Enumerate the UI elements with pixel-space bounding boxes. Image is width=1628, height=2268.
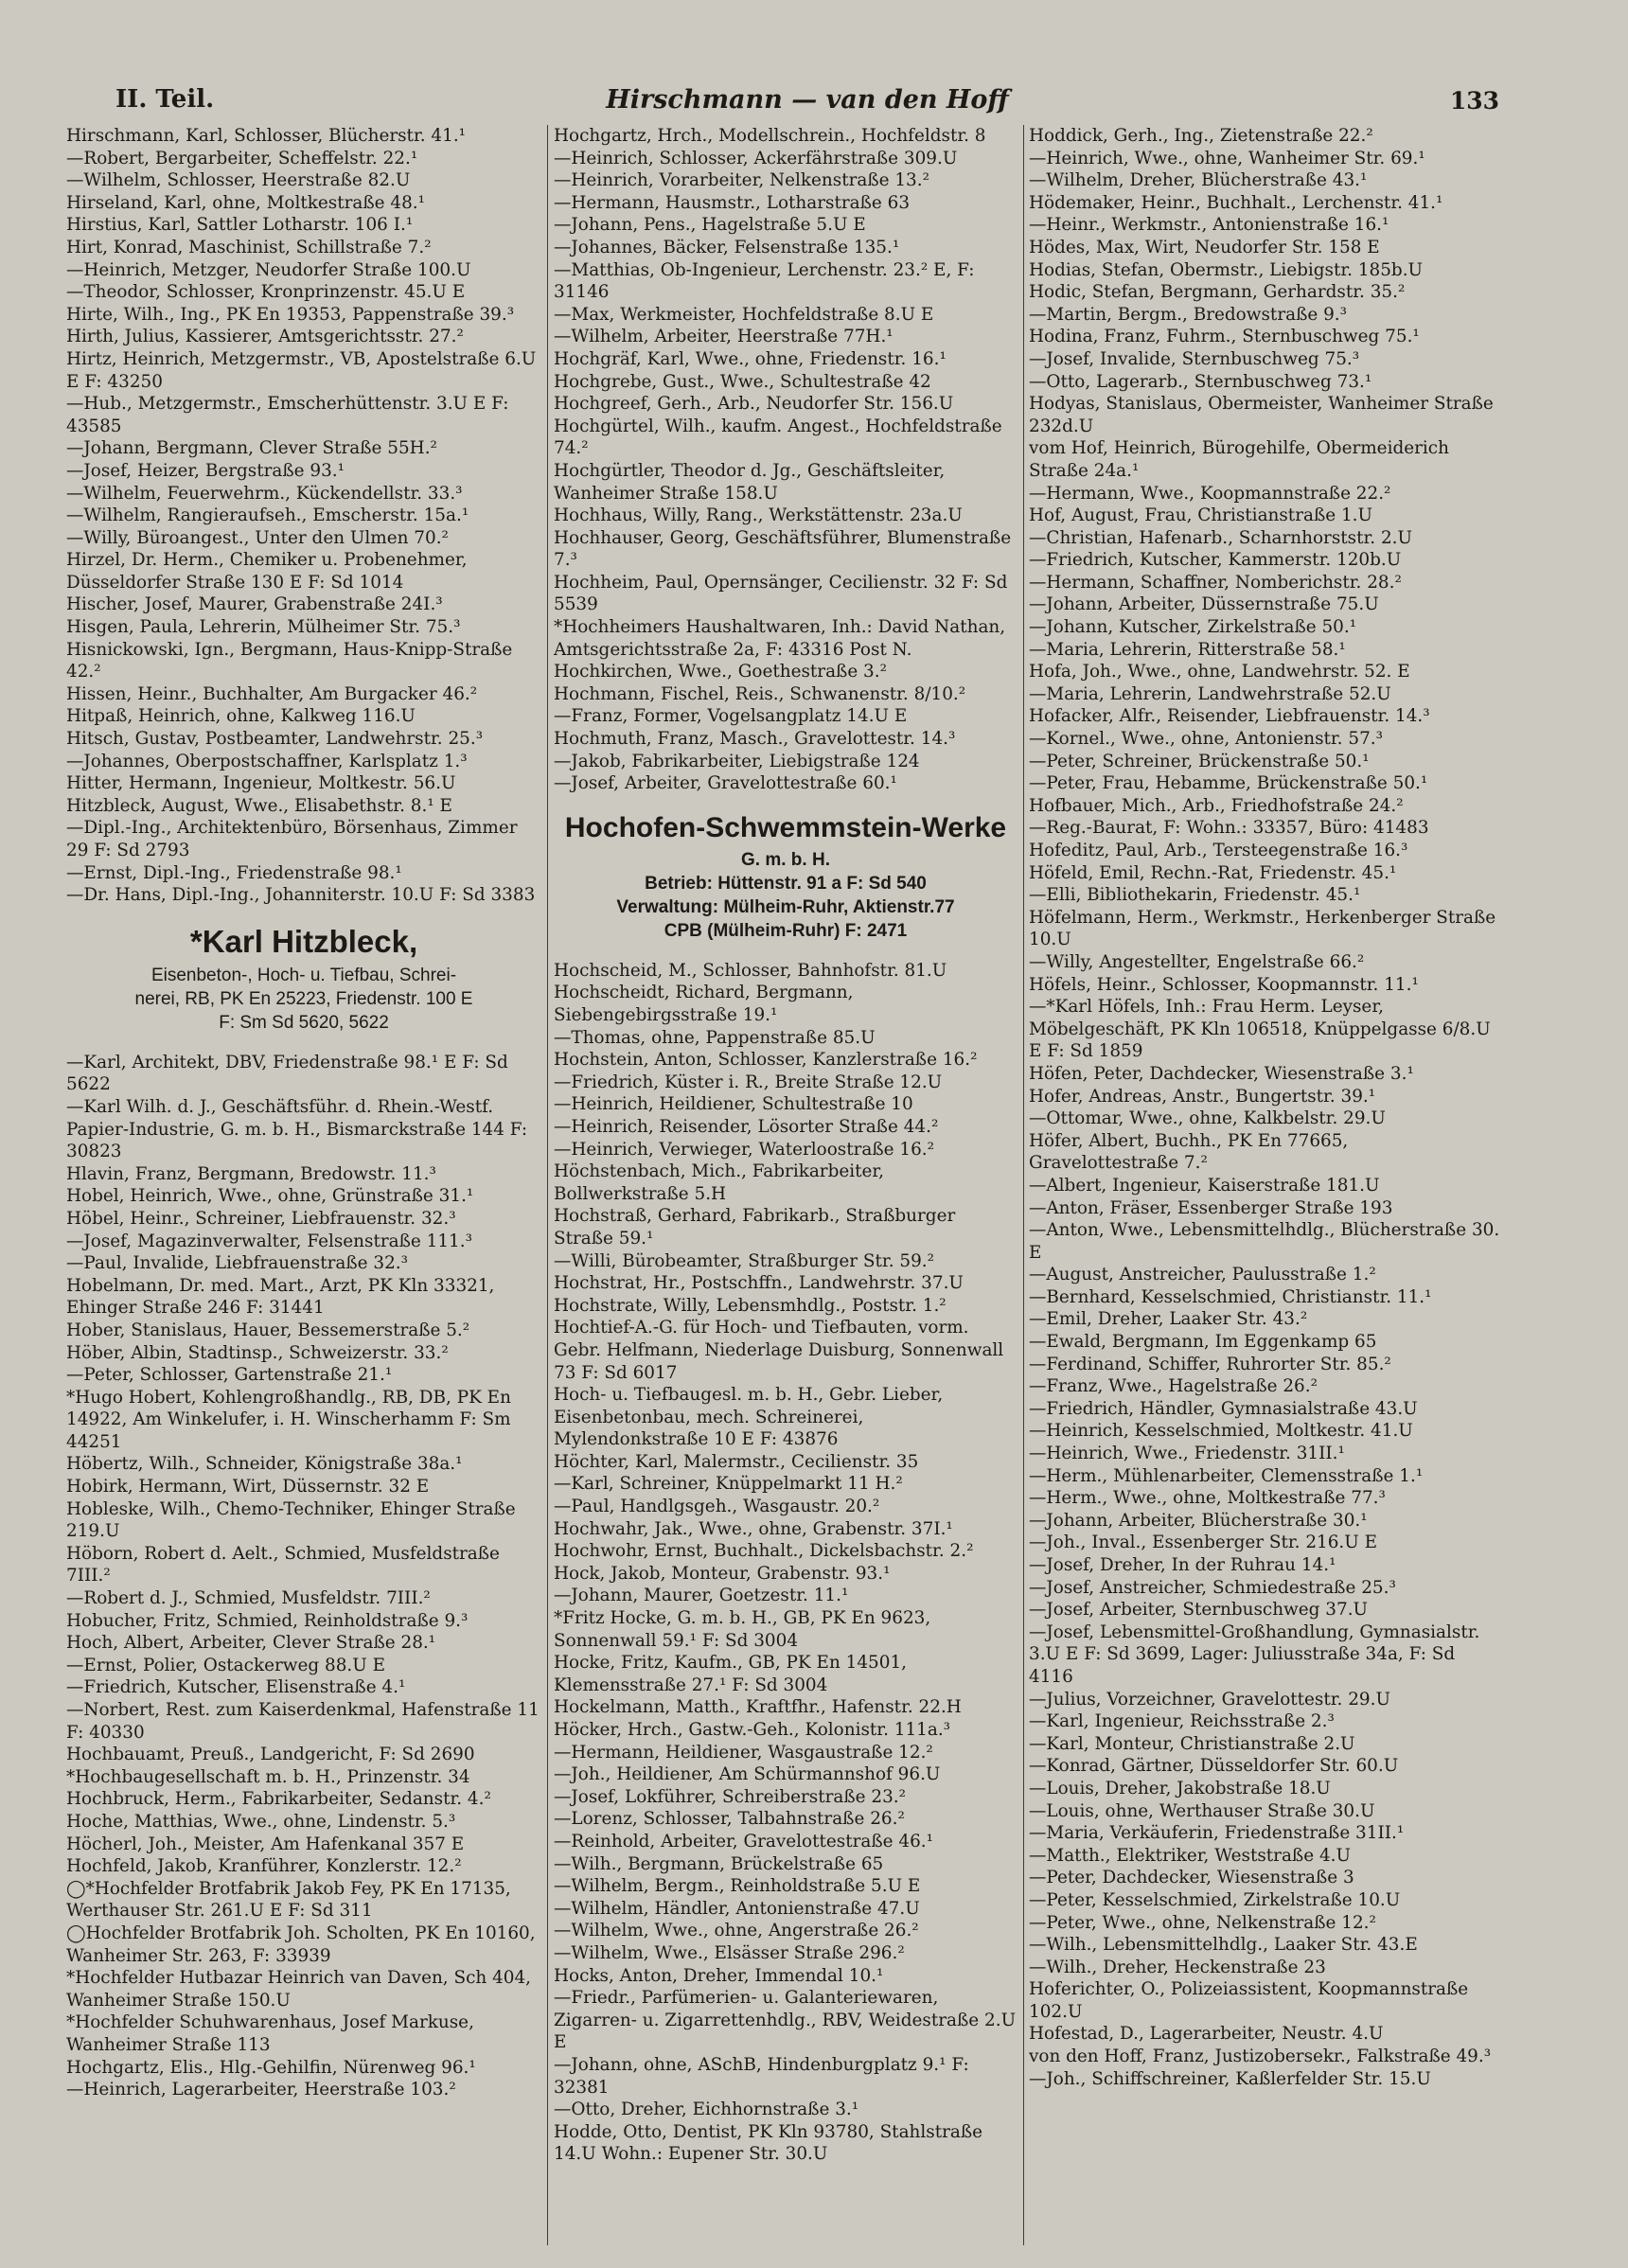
- directory-entry: Hober, Stanislaus, Hauer, Bessemerstraße 5.²: [66, 1320, 470, 1340]
- advertisement-hitzbleck: [66, 924, 541, 1035]
- directory-entry: Hirt, Konrad, Maschinist, Schillstraße 7.²: [66, 237, 432, 257]
- directory-entry: Hochheim, Paul, Opernsänger, Cecilienstr. 32 F: Sd 5539: [554, 572, 1008, 615]
- directory-entry: Hirte, Wilh., Ing., PK En 19353, Pappenstraße 39.³: [66, 304, 515, 325]
- directory-entry: Hofestad, D., Lagerarbeiter, Neustr. 4.U: [1029, 2024, 1384, 2045]
- column-right: [1029, 125, 1502, 2245]
- directory-entry: —Willy, Büroangest., Unter den Ulmen 70.²: [66, 527, 449, 548]
- directory-entry: *Hochfelder Hutbazar Heinrich van Daven, Sch 404, Wanheimer Straße 150.U: [66, 1968, 532, 2011]
- directory-entry: —Wilh., Dreher, Heckenstraße 23: [1029, 1957, 1326, 1977]
- directory-entry: Höfer, Albert, Buchh., PK En 77665, Gravelottestraße 7.²: [1029, 1130, 1349, 1174]
- directory-entry: Hochfeld, Jakob, Kranführer, Konzlerstr. 12.²: [66, 1856, 462, 1877]
- directory-entry: —Wilhelm, Dreher, Blücherstraße 43.¹: [1029, 170, 1368, 191]
- ad-line: CPB (Mülheim-Ruhr) F: 2471: [664, 920, 908, 941]
- directory-entry: Hochgreef, Gerh., Arb., Neudorfer Str. 156.U: [554, 394, 954, 415]
- directory-entry: Hochgürtel, Wilh., kaufm. Angest., Hochfeldstraße 74.²: [554, 416, 1002, 459]
- column-divider: [547, 125, 548, 2245]
- directory-entry: Hofeditz, Paul, Arb., Tersteegenstraße 16.³: [1029, 841, 1408, 860]
- directory-entry: Hochstrate, Willy, Lebensmhdlg., Poststr. 1.²: [554, 1295, 947, 1316]
- directory-entry: —Wilhelm, Arbeiter, Heerstraße 77H.¹: [554, 327, 894, 347]
- directory-entry: Hochwohr, Ernst, Buchhalt., Dickelsbachstr. 2.²: [554, 1541, 974, 1562]
- directory-entry: —Herm., Wwe., ohne, Moltkestraße 77.³: [1029, 1488, 1386, 1509]
- directory-entry: Hodde, Otto, Dentist, PK Kln 93780, Stahlstraße 14.U Wohn.: Eupener Str. 30.U: [554, 2121, 983, 2165]
- directory-entry: —Otto, Dreher, Eichhornstraße 3.¹: [554, 2100, 859, 2120]
- ad-line: F: Sm Sd 5620, 5622: [219, 1012, 389, 1033]
- directory-entry: Hochmann, Fischel, Reis., Schwanenstr. 8/10.²: [554, 683, 966, 704]
- directory-entry: Höchstenbach, Mich., Fabrikarbeiter, Bollwerkstraße 5.H: [554, 1161, 885, 1204]
- directory-entry: ◯Hochfelder Brotfabrik Joh. Scholten, PK En 10160, Wanheimer Str. 263, F: 33939: [66, 1922, 536, 1966]
- directory-entry: —Kornel., Wwe., ohne, Antonienstr. 57.³: [1029, 729, 1383, 750]
- directory-entry: Hirseland, Karl, ohne, Moltkestraße 48.¹: [66, 192, 426, 213]
- directory-entry: Hock, Jakob, Monteur, Grabenstr. 93.¹: [554, 1563, 891, 1584]
- directory-entry: —Karl Wilh. d. J., Geschäftsführ. d. Rhein.-Westf. Papier-Industrie, G. m. b. H., Bismarckstraße 144 F: 30823: [66, 1096, 528, 1162]
- directory-entry: —Joh., Schiffschreiner, Kaßlerfelder Str. 15.U: [1029, 2068, 1431, 2089]
- directory-entry: —Peter, Schreiner, Brückenstraße 50.¹: [1029, 751, 1370, 771]
- directory-entry: —Johann, Pens., Hagelstraße 5.U E: [554, 215, 866, 236]
- page-number: 133: [1449, 87, 1499, 115]
- directory-entry: —Friedrich, Kutscher, Elisenstraße 4.¹: [66, 1677, 406, 1698]
- directory-entry: —Heinrich, Kesselschmied, Moltkestr. 41.U: [1029, 1421, 1413, 1442]
- directory-entry: Hirtz, Heinrich, Metzgermstr., VB, Apostelstraße 6.U E F: 43250: [66, 348, 537, 392]
- directory-entry: —Thomas, ohne, Pappenstraße 85.U: [554, 1027, 876, 1048]
- directory-entry: Höchter, Karl, Malermstr., Cecilienstr. 35: [554, 1451, 919, 1472]
- directory-entry: Hitpaß, Heinrich, ohne, Kalkweg 116.U: [66, 706, 416, 727]
- directory-entry: —Emil, Dreher, Laaker Str. 43.²: [1029, 1309, 1308, 1330]
- directory-entry: —Heinrich, Schlosser, Ackerfährstraße 309.U: [554, 148, 958, 168]
- name-range: Hirschmann — van den Hoff: [606, 85, 1009, 115]
- ad-line: G. m. b. H.: [741, 849, 830, 870]
- directory-entry: —Josef, Anstreicher, Schmiedestraße 25.³: [1029, 1577, 1396, 1598]
- directory-entry: —Martin, Bergm., Bredowstraße 9.³: [1029, 304, 1348, 325]
- directory-entry: —Heinrich, Vorarbeiter, Nelkenstraße 13.²: [554, 170, 929, 191]
- directory-entry: Hofbauer, Mich., Arb., Friedhofstraße 24.²: [1029, 795, 1404, 816]
- directory-entry: —*Karl Höfels, Inh.: Frau Herm. Leyser, Möbelgeschäft, PK Kln 106518, Knüppelgasse 6/8.U E F: Sd 1859: [1029, 997, 1491, 1062]
- directory-entry: —Heinrich, Reisender, Lösorter Straße 44.²: [554, 1116, 939, 1137]
- directory-entry: —Josef, Lebensmittel-Großhandlung, Gymnasialstr. 3.U E F: Sd 3699, Lager: Juliusstraße 34a, F: Sd 4116: [1029, 1621, 1480, 1687]
- directory-entry: —Lorenz, Schlosser, Talbahnstraße 26.²: [554, 1809, 905, 1830]
- directory-entry: Höfelmann, Herm., Werkmstr., Herkenberger Straße 10.U: [1029, 907, 1496, 950]
- directory-entry: —Ewald, Bergmann, Im Eggenkamp 65: [1029, 1332, 1377, 1353]
- directory-entry: —Franz, Former, Vogelsangplatz 14.U E: [554, 706, 908, 727]
- ad-line: Eisenbeton-, Hoch- u. Tiefbau, Schrei-: [150, 965, 457, 985]
- directory-entry: —Louis, ohne, Werthauser Straße 30.U: [1029, 1800, 1375, 1821]
- directory-entry: —Paul, Invalide, Liebfrauenstraße 32.³: [66, 1253, 408, 1274]
- directory-entry: —Josef, Dreher, In der Ruhrau 14.¹: [1029, 1555, 1336, 1575]
- directory-entry: —Paul, Handlgsgeh., Wasgaustr. 20.²: [554, 1497, 880, 1517]
- directory-entry: —Joh., Heildiener, Am Schürmannshof 96.U: [554, 1764, 941, 1785]
- directory-entry: Hitsch, Gustav, Postbeamter, Landwehrstr. 25.³: [66, 729, 484, 750]
- directory-entry: —Matth., Elektriker, Weststraße 4.U: [1029, 1845, 1351, 1866]
- directory-entry: —Wilh., Lebensmittelhdlg., Laaker Str. 43.E: [1029, 1935, 1418, 1956]
- directory-entry: Hödemaker, Heinr., Buchhalt., Lerchenstr. 41.¹: [1029, 192, 1443, 213]
- directory-entry: —Karl, Monteur, Christianstraße 2.U: [1029, 1733, 1355, 1754]
- directory-entry: *Hochfelder Schuhwarenhaus, Josef Markuse, Wanheimer Straße 113: [66, 2012, 474, 2055]
- directory-entry: Hisnickowski, Ign., Bergmann, Haus-Knipp-Straße 42.²: [66, 639, 513, 682]
- directory-entry: Höcker, Hrch., Gastw.-Geh., Kolonistr. 111a.³: [554, 1720, 951, 1740]
- directory-entry: —Albert, Ingenieur, Kaiserstraße 181.U: [1029, 1175, 1380, 1196]
- ad-line: Betrieb: Hüttenstr. 91 a F: Sd 540: [645, 873, 927, 894]
- directory-entry: Hödes, Max, Wirt, Neudorfer Str. 158 E: [1029, 237, 1380, 257]
- directory-entry: —Heinr., Werkmstr., Antonienstraße 16.¹: [1029, 215, 1389, 236]
- directory-entry: —Josef, Arbeiter, Gravelottestraße 60.¹: [554, 773, 897, 794]
- directory-entry: —Reg.-Baurat, F: Wohn.: 33357, Büro: 41483: [1029, 818, 1429, 839]
- directory-entry: —Johannes, Bäcker, Felsenstraße 135.¹: [554, 237, 900, 257]
- directory-entry: —Ottomar, Wwe., ohne, Kalkbelstr. 29.U: [1029, 1108, 1386, 1129]
- directory-entry: —Christian, Hafenarb., Scharnhorststr. 2.U: [1029, 527, 1413, 548]
- directory-entry: —Jakob, Fabrikarbeiter, Liebigstraße 124: [554, 751, 920, 771]
- directory-entry: Höbel, Heinr., Schreiner, Liebfrauenstr. 32.³: [66, 1208, 456, 1229]
- directory-entry: Hof, August, Frau, Christianstraße 1.U: [1029, 505, 1373, 526]
- directory-entry: Hochgürtler, Theodor d. Jg., Geschäftsleiter, Wanheimer Straße 158.U: [554, 460, 946, 504]
- directory-entry: —August, Anstreicher, Paulusstraße 1.²: [1029, 1265, 1376, 1285]
- directory-entry: —Peter, Schlosser, Gartenstraße 21.¹: [66, 1365, 393, 1386]
- directory-entry: —Julius, Vorzeichner, Gravelottestr. 29.U: [1029, 1689, 1390, 1710]
- directory-entry: —Peter, Kesselschmied, Zirkelstraße 10.U: [1029, 1889, 1401, 1910]
- directory-entry: Hochbruck, Herm., Fabrikarbeiter, Sedanstr. 4.²: [66, 1789, 491, 1810]
- directory-entry: Hobirk, Hermann, Wirt, Düssernstr. 32 E: [66, 1477, 430, 1497]
- directory-entry: —Friedr., Parfümerien- u. Galanteriewaren, Zigarren- u. Zigarrettenhdlg., RBV, Weidestraße 2.U E: [554, 1988, 1017, 2053]
- directory-entry: Hitzbleck, August, Wwe., Elisabethstr. 8.¹ E: [66, 795, 452, 816]
- directory-entry: vom Hof, Heinrich, Bürogehilfe, Obermeiderich Straße 24a.¹: [1029, 438, 1449, 481]
- directory-entry: Hockelmann, Matth., Kraftfhr., Hafenstr. 22.H: [554, 1697, 962, 1718]
- directory-entry: —Josef, Arbeiter, Sternbuschweg 37.U: [1029, 1600, 1369, 1621]
- directory-entry: —Konrad, Gärtner, Düsseldorfer Str. 60.U: [1029, 1756, 1399, 1777]
- directory-entry: Hoch, Albert, Arbeiter, Clever Straße 28.¹: [66, 1633, 436, 1654]
- directory-entry: —Joh., Inval., Essenberger Str. 216.U E: [1029, 1533, 1378, 1553]
- directory-entry: —Ferdinand, Schiffer, Ruhrorter Str. 85.²: [1029, 1354, 1391, 1374]
- directory-entry: Hirzel, Dr. Herm., Chemiker u. Probenehmer, Düsseldorfer Straße 130 E F: Sd 1014: [66, 550, 468, 593]
- directory-entry: Hochstein, Anton, Schlosser, Kanzlerstraße 16.²: [554, 1050, 978, 1071]
- directory-entry: —Heinrich, Wwe., ohne, Wanheimer Str. 69.¹: [1029, 148, 1425, 168]
- directory-entry: —Johann, Arbeiter, Blücherstraße 30.¹: [1029, 1510, 1368, 1531]
- directory-entry: ◯*Hochfelder Brotfabrik Jakob Fey, PK En 17135, Werthauser Str. 261.U E F: Sd 311: [66, 1878, 511, 1922]
- directory-entry: Hochmuth, Franz, Masch., Gravelottestr. 14.³: [554, 729, 956, 750]
- directory-entry: —Peter, Frau, Hebamme, Brückenstraße 50.¹: [1029, 773, 1428, 794]
- directory-entry: —Dipl.-Ing., Architektenbüro, Börsenhaus, Zimmer 29 F: Sd 2793: [66, 818, 518, 860]
- directory-entry: —Wilhelm, Wwe., ohne, Angerstraße 26.²: [554, 1921, 919, 1941]
- directory-entry: Hochkirchen, Wwe., Goethestraße 3.²: [554, 662, 887, 682]
- directory-entry: —Josef, Heizer, Bergstraße 93.¹: [66, 460, 345, 481]
- directory-entry: —Johann, ohne, ASchB, Hindenburgplatz 9.¹ F: 32381: [554, 2054, 969, 2098]
- directory-entry: Hocks, Anton, Dreher, Immendal 10.¹: [554, 1965, 884, 1986]
- directory-entry: —Heinrich, Verwieger, Waterloostraße 16.²: [554, 1139, 935, 1160]
- directory-entry: —Robert d. J., Schmied, Musfeldstr. 7III.²: [66, 1588, 431, 1609]
- page-header: [115, 85, 1499, 123]
- directory-entry: Hochstrat, Hr., Postschffn., Landwehrstr. 37.U: [554, 1273, 964, 1294]
- directory-entry: Höbertz, Wilh., Schneider, Königstraße 38a.¹: [66, 1454, 463, 1475]
- directory-entry: —Josef, Magazinverwalter, Felsenstraße 111.³: [66, 1231, 472, 1251]
- column-divider: [1023, 125, 1024, 2245]
- directory-entry: —Heinrich, Heildiener, Schultestraße 10: [554, 1094, 913, 1115]
- directory-entry: —Hermann, Hausmstr., Lotharstraße 63: [554, 192, 911, 213]
- directory-entry: —Willi, Bürobeamter, Straßburger Str. 59.²: [554, 1250, 935, 1271]
- directory-entry: —Wilh., Bergmann, Brückelstraße 65: [554, 1853, 884, 1874]
- directory-entry: Hirstius, Karl, Sattler Lotharstr. 106 I.¹: [66, 215, 414, 236]
- column-middle: [554, 125, 1018, 2245]
- directory-entry: Hochwahr, Jak., Wwe., ohne, Grabenstr. 37I.¹: [554, 1518, 953, 1539]
- directory-entry: von den Hoff, Franz, Justizobersekr., Falkstraße 49.³: [1029, 2047, 1492, 2067]
- directory-entry: —Maria, Lehrerin, Landwehrstraße 52.U: [1029, 683, 1391, 704]
- directory-entry: —Johann, Maurer, Goetzestr. 11.¹: [554, 1586, 849, 1606]
- directory-entry: —Heinrich, Metzger, Neudorfer Straße 100.U: [66, 259, 471, 280]
- directory-entry: Hoddick, Gerh., Ing., Zietenstraße 22.²: [1029, 126, 1373, 146]
- directory-entry: Höfen, Peter, Dachdecker, Wiesenstraße 3.¹: [1029, 1063, 1414, 1084]
- directory-entry: Höcherl, Joh., Meister, Am Hafenkanal 357 E: [66, 1834, 465, 1854]
- directory-entry: —Franz, Wwe., Hagelstraße 26.²: [1029, 1376, 1318, 1397]
- directory-entry: Hochhaus, Willy, Rang., Werkstättenstr. 23a.U: [554, 505, 963, 526]
- directory-entry: Hissen, Heinr., Buchhalter, Am Burgacker 46.²: [66, 683, 478, 704]
- directory-entry: —Ernst, Polier, Ostackerweg 88.U E: [66, 1655, 386, 1675]
- directory-entry: Hochgartz, Elis., Hlg.-Gehilfin, Nürenweg 96.¹: [66, 2057, 476, 2078]
- directory-entry: Hoche, Matthias, Wwe., ohne, Lindenstr. 5.³: [66, 1811, 456, 1832]
- directory-entry: —Josef, Invalide, Sternbuschweg 75.³: [1029, 348, 1360, 369]
- directory-entry: —Wilhelm, Rangieraufseh., Emscherstr. 15a.¹: [66, 505, 469, 526]
- directory-entry: Hitter, Hermann, Ingenieur, Moltkestr. 56.U: [66, 773, 456, 794]
- directory-entry: —Reinhold, Arbeiter, Gravelottestraße 46.¹: [554, 1831, 934, 1852]
- directory-entry: Hirth, Julius, Kassierer, Amtsgerichtsstr. 27.²: [66, 327, 464, 347]
- directory-entry: —Peter, Dachdecker, Wiesenstraße 3: [1029, 1868, 1354, 1888]
- directory-entry: Hochscheid, M., Schlosser, Bahnhofstr. 81.U: [554, 960, 947, 981]
- directory-entry: Hischer, Josef, Maurer, Grabenstraße 24I.³: [66, 594, 443, 615]
- directory-entry: Hobelmann, Dr. med. Mart., Arzt, PK Kln 33321, Ehinger Straße 246 F: 31441: [66, 1275, 495, 1319]
- directory-entry: —Anton, Wwe., Lebensmittelhdlg., Blücherstraße 30. E: [1029, 1220, 1500, 1263]
- directory-entry: *Fritz Hocke, G. m. b. H., GB, PK En 9623, Sonnenwall 59.¹ F: Sd 3004: [554, 1608, 931, 1651]
- directory-entry: —Max, Werkmeister, Hochfeldstraße 8.U E: [554, 304, 934, 325]
- directory-entry: —Karl, Architekt, DBV, Friedenstraße 98.¹ E F: Sd 5622: [66, 1052, 508, 1095]
- directory-entry: Hochgrebe, Gust., Wwe., Schultestraße 42: [554, 371, 931, 392]
- directory-entry: Hochtief-A.-G. für Hoch- und Tiefbauten, vorm. Gebr. Helfmann, Niederlage Duisburg, Sonnenwall 73 F: Sd 6017: [554, 1318, 1004, 1383]
- directory-entry: —Josef, Lokführer, Schreiberstraße 23.²: [554, 1786, 907, 1807]
- directory-entry: —Wilhelm, Feuerwehrm., Kückendellstr. 33.³: [66, 483, 463, 504]
- directory-entry: —Johann, Bergmann, Clever Straße 55H.²: [66, 438, 437, 459]
- directory-entry: —Ernst, Dipl.-Ing., Friedenstraße 98.¹: [66, 862, 402, 883]
- directory-entry: Hoch- u. Tiefbaugesl. m. b. H., Gebr. Lieber, Eisenbetonbau, mech. Schreinerei, Mylendonkstraße 10 E F: 43876: [554, 1385, 944, 1450]
- directory-entry: Hofacker, Alfr., Reisender, Liebfrauenstr. 14.³: [1029, 706, 1430, 727]
- ad-line: Verwaltung: Mülheim-Ruhr, Aktienstr.77: [616, 896, 955, 917]
- directory-entry: —Heinrich, Lagerarbeiter, Heerstraße 103.²: [66, 2080, 456, 2100]
- directory-entry: —Johannes, Oberpostschaffner, Karlsplatz 1.³: [66, 751, 468, 771]
- directory-entry: —Norbert, Rest. zum Kaiserdenkmal, Hafenstraße 11 F: 40330: [66, 1700, 540, 1743]
- directory-entry: Hobucher, Fritz, Schmied, Reinholdstraße 9.³: [66, 1610, 469, 1631]
- directory-entry: —Hermann, Schaffner, Nomberichstr. 28.²: [1029, 572, 1402, 593]
- directory-entry: —Matthias, Ob-Ingenieur, Lerchenstr. 23.² E, F: 31146: [554, 259, 975, 303]
- directory-entry: —Karl, Ingenieur, Reichsstraße 2.³: [1029, 1711, 1335, 1732]
- directory-entry: Hobleske, Wilh., Chemo-Techniker, Ehinger Straße 219.U: [66, 1498, 516, 1542]
- directory-entry: —Heinrich, Wwe., Friedenstr. 31II.¹: [1029, 1444, 1345, 1464]
- directory-entry: Hoferichter, O., Polizeiassistent, Koopmannstraße 102.U: [1029, 1979, 1469, 2022]
- directory-entry: —Willy, Angestellter, Engelstraße 66.²: [1029, 951, 1365, 972]
- directory-entry: —Wilhelm, Händler, Antonienstraße 47.U: [554, 1898, 920, 1919]
- directory-entry: *Hugo Hobert, Kohlengroßhandlg., RB, DB, PK En 14922, Am Winkelufer, i. H. Winscherhamm F: Sm 44251: [66, 1387, 511, 1452]
- directory-entry: Hofer, Andreas, Anstr., Bungertstr. 39.¹: [1029, 1086, 1376, 1107]
- directory-entry: —Hub., Metzgermstr., Emscherhüttenstr. 3.U E F: 43585: [66, 394, 509, 436]
- directory-entry: —Wilhelm, Schlosser, Heerstraße 82.U: [66, 170, 411, 191]
- directory-entry: Höfeld, Emil, Rechn.-Rat, Friedenstr. 45.¹: [1029, 862, 1397, 883]
- directory-entry: Höborn, Robert d. Aelt., Schmied, Musfeldstraße 7III.²: [66, 1543, 500, 1586]
- directory-entry: Hocke, Fritz, Kaufm., GB, PK En 14501, Klemensstraße 27.¹ F: Sd 3004: [554, 1653, 907, 1695]
- directory-entry: —Maria, Verkäuferin, Friedenstraße 31II.¹: [1029, 1823, 1405, 1844]
- ad-heading: *Karl Hitzbleck,: [189, 923, 418, 959]
- directory-entry: *Hochheimers Haushaltwaren, Inh.: David Nathan, Amtsgerichtsstraße 2a, F: 43316 Post N.: [554, 617, 1006, 660]
- directory-entry: —Elli, Bibliothekarin, Friedenstr. 45.¹: [1029, 885, 1361, 906]
- directory-entry: —Maria, Lehrerin, Ritterstraße 58.¹: [1029, 639, 1346, 660]
- column-left: [66, 125, 541, 2245]
- directory-entry: —Louis, Dreher, Jakobstraße 18.U: [1029, 1778, 1331, 1798]
- directory-entry: —Theodor, Schlosser, Kronprinzenstr. 45.U E: [66, 282, 466, 303]
- ad-line: nerei, RB, PK En 25223, Friedenstr. 100 E: [134, 988, 473, 1009]
- directory-entry: —Herm., Mühlenarbeiter, Clemensstraße 1.¹: [1029, 1465, 1424, 1486]
- directory-entry: Hodyas, Stanislaus, Obermeister, Wanheimer Straße 232d.U: [1029, 394, 1494, 436]
- directory-entry: Hodina, Franz, Fuhrm., Sternbuschweg 75.¹: [1029, 327, 1420, 347]
- section-label: II. Teil.: [115, 85, 215, 114]
- directory-entry: —Otto, Lagerarb., Sternbuschweg 73.¹: [1029, 371, 1372, 392]
- directory-entry: Höber, Albin, Stadtinsp., Schweizerstr. 33.²: [66, 1342, 449, 1363]
- directory-entry: —Peter, Wwe., ohne, Nelkenstraße 12.²: [1029, 1912, 1376, 1933]
- directory-entry: Hirschmann, Karl, Schlosser, Blücherstr. 41.¹: [66, 126, 467, 146]
- directory-entry: Hochstraß, Gerhard, Fabrikarb., Straßburger Straße 59.¹: [554, 1206, 956, 1249]
- directory-entry: —Hermann, Wwe., Koopmannstraße 22.²: [1029, 483, 1391, 504]
- directory-entry: —Anton, Fräser, Essenberger Straße 193: [1029, 1197, 1393, 1218]
- directory-entry: Hochgartz, Hrch., Modellschrein., Hochfeldstr. 8: [554, 126, 986, 146]
- directory-entry: —Friedrich, Kutscher, Kammerstr. 120b.U: [1029, 550, 1402, 571]
- directory-entry: *Hochbaugesellschaft m. b. H., Prinzenstr. 34: [66, 1766, 470, 1787]
- directory-entry: —Johann, Kutscher, Zirkelstraße 50.¹: [1029, 617, 1357, 638]
- advertisement-hochofen: [554, 812, 1018, 943]
- directory-entry: —Wilhelm, Wwe., Elsässer Straße 296.²: [554, 1942, 905, 1963]
- directory-entry: Hlavin, Franz, Bergmann, Bredowstr. 11.³: [66, 1163, 436, 1184]
- ad-heading: Hochofen-Schwemmstein-Werke: [564, 811, 1007, 843]
- directory-entry: Hisgen, Paula, Lehrerin, Mülheimer Str. 75.³: [66, 617, 461, 638]
- directory-entry: —Johann, Arbeiter, Düssernstraße 75.U: [1029, 594, 1379, 615]
- directory-entry: Höfels, Heinr., Schlosser, Koopmannstr. 11.¹: [1029, 974, 1419, 995]
- directory-entry: —Dr. Hans, Dipl.-Ing., Johanniterstr. 10.U F: Sd 3383: [66, 885, 536, 906]
- directory-entry: Hodias, Stefan, Obermstr., Liebigstr. 185b.U: [1029, 259, 1424, 280]
- directory-entry: Hochbauamt, Preuß., Landgericht, F: Sd 2690: [66, 1745, 475, 1765]
- directory-entry: —Bernhard, Kesselschmied, Christianstr. 11.¹: [1029, 1286, 1432, 1307]
- directory-entry: —Friedrich, Händler, Gymnasialstraße 43.U: [1029, 1398, 1418, 1419]
- directory-entry: —Wilhelm, Bergm., Reinholdstraße 5.U E: [554, 1876, 921, 1897]
- directory-entry: Hodic, Stefan, Bergmann, Gerhardstr. 35.²: [1029, 282, 1406, 303]
- directory-entry: —Robert, Bergarbeiter, Scheffelstr. 22.¹: [66, 148, 418, 168]
- directory-entry: —Hermann, Heildiener, Wasgaustraße 12.²: [554, 1742, 933, 1763]
- directory-entry: Hochgräf, Karl, Wwe., ohne, Friedenstr. 16.¹: [554, 348, 947, 369]
- directory-entry: Hofa, Joh., Wwe., ohne, Landwehrstr. 52. E: [1029, 662, 1410, 682]
- directory-entry: —Friedrich, Küster i. R., Breite Straße 12.U: [554, 1072, 943, 1092]
- directory-entry: —Karl, Schreiner, Knüppelmarkt 11 H.²: [554, 1474, 903, 1495]
- directory-entry: Hochhauser, Georg, Geschäftsführer, Blumenstraße 7.³: [554, 527, 1012, 571]
- directory-entry: Hochscheidt, Richard, Bergmann, Siebengebirgsstraße 19.¹: [554, 983, 854, 1025]
- directory-entry: Hobel, Heinrich, Wwe., ohne, Grünstraße 31.¹: [66, 1186, 474, 1207]
